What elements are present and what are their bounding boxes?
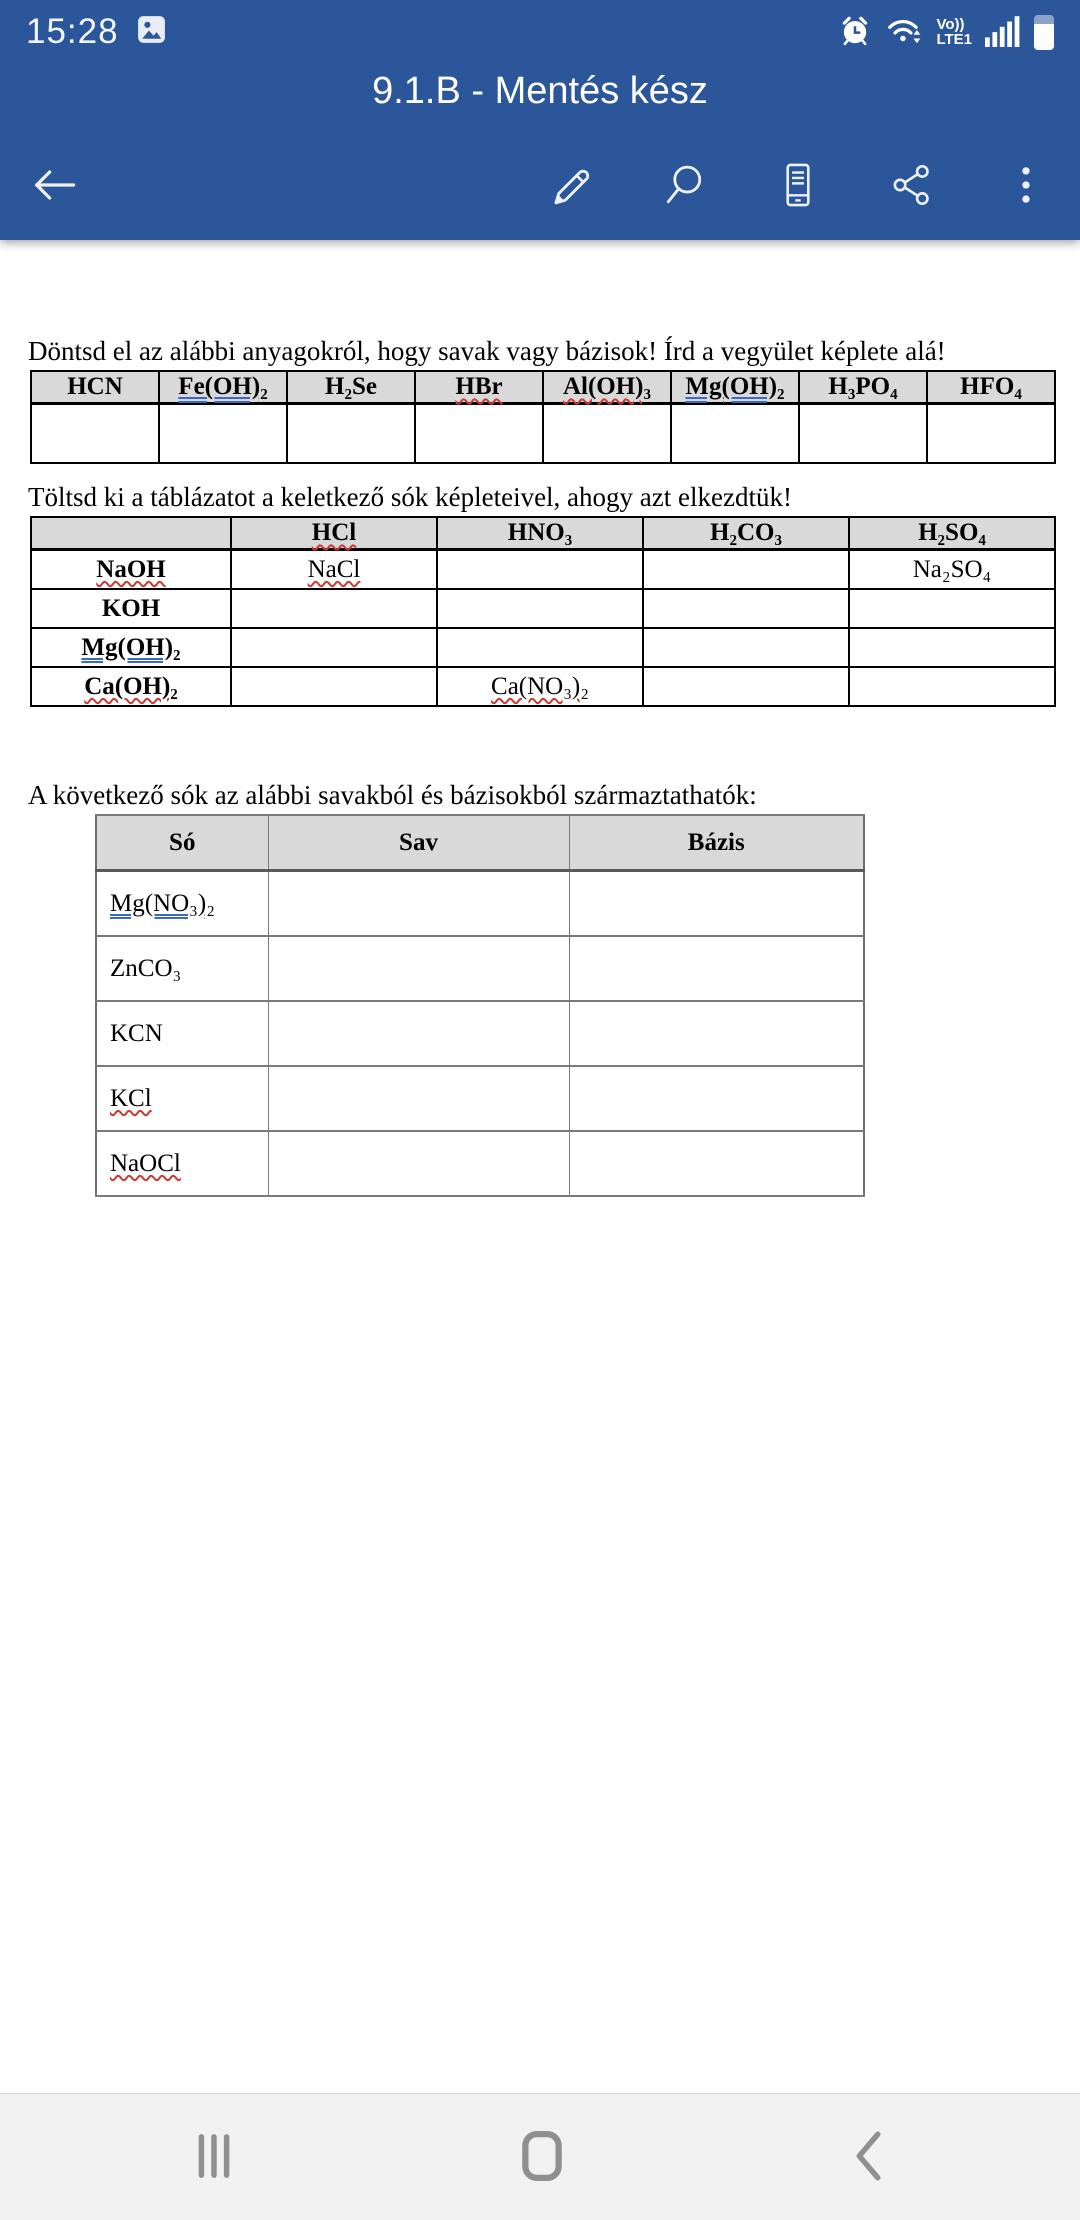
- table-cell-empty: [569, 936, 864, 1001]
- table-cell: [231, 589, 437, 628]
- formula-text: Mg(OH)₂: [685, 373, 785, 400]
- row-header: [31, 550, 231, 590]
- formula-text: NaCl: [307, 555, 361, 583]
- table-cell: [437, 550, 643, 590]
- home-icon: [520, 2130, 564, 2185]
- formula-text: HFO₄: [960, 373, 1022, 400]
- salt-cell: [96, 871, 268, 937]
- toolbar: [0, 148, 1080, 224]
- instruction-salt-derivation: A következő sók az alábbi savakból és bázisokból származtathatók:: [28, 780, 757, 810]
- table-row: [96, 936, 864, 1001]
- instruction-salts-table: Töltsd ki a táblázatot a keletkező sók képleteivel, ahogy azt elkezdtük!: [28, 482, 792, 512]
- signal-strength-icon: [985, 13, 1021, 52]
- formula-text: Ca(OH)₂: [84, 672, 178, 700]
- table-cell: [849, 550, 1055, 590]
- table-cell: [437, 589, 643, 628]
- table-cell-empty: [569, 871, 864, 937]
- table-header-row: [96, 815, 864, 871]
- formula-text: H₂Se: [325, 373, 377, 400]
- app-bar: [0, 0, 1080, 240]
- table-cell: [849, 589, 1055, 628]
- formula-text: NaOCl: [110, 1149, 181, 1177]
- table-cell-empty: [543, 404, 671, 464]
- pencil-icon: [544, 159, 596, 214]
- share-button[interactable]: [886, 158, 938, 214]
- mobile-view-button[interactable]: [772, 158, 824, 214]
- table-cell-empty: [569, 1066, 864, 1131]
- column-header: [437, 517, 643, 550]
- formula-text: KOH: [101, 594, 161, 622]
- table-row: [31, 550, 1055, 590]
- clock: 15:28: [26, 12, 119, 51]
- recents-icon: [195, 2133, 233, 2182]
- navigation-bar: [0, 2093, 1080, 2220]
- table-cell-empty: [927, 404, 1055, 464]
- table-cell-empty: [31, 404, 159, 464]
- table-cell-empty: [287, 404, 415, 464]
- column-header: [159, 371, 287, 404]
- wifi-icon: [885, 13, 923, 52]
- table-cell-empty: [268, 1131, 569, 1196]
- column-header: [268, 815, 569, 871]
- column-header: [231, 517, 437, 550]
- mobile-view-icon: [772, 159, 824, 214]
- table-cell: [231, 550, 437, 590]
- table-cell-empty: [268, 1066, 569, 1131]
- table-cell: [849, 667, 1055, 706]
- document-title: 9.1.B - Mentés kész: [372, 70, 708, 112]
- table-cell: [643, 589, 849, 628]
- table-cell-empty: [799, 404, 927, 464]
- column-header: [287, 371, 415, 404]
- back-chevron-icon: [851, 2131, 885, 2184]
- row-header: [31, 667, 231, 706]
- table-cell-empty: [268, 936, 569, 1001]
- salt-cell: [96, 1066, 268, 1131]
- column-header: [569, 815, 864, 871]
- table-row: [31, 667, 1055, 706]
- formula-text: Ca(NO₃)₂: [491, 672, 589, 700]
- header-text: Só: [169, 828, 196, 856]
- salt-cell: [96, 1001, 268, 1066]
- table-row: [96, 1066, 864, 1131]
- table-cell-empty: [415, 404, 543, 464]
- status-bar-right: [838, 13, 1054, 52]
- formula-text: HCN: [67, 373, 123, 400]
- share-icon: [886, 159, 938, 214]
- table-row: [96, 1001, 864, 1066]
- salts-formation-table: [30, 516, 1056, 707]
- column-header: [543, 371, 671, 404]
- formula-text: HBr: [455, 373, 503, 400]
- volte-indicator: [936, 17, 972, 47]
- answer-row: [31, 404, 1055, 464]
- back-nav-button[interactable]: [851, 2131, 885, 2184]
- formula-text: H₂SO₄: [918, 519, 986, 546]
- table-cell: [643, 550, 849, 590]
- search-button[interactable]: [658, 158, 710, 214]
- table-cell-empty: [159, 404, 287, 464]
- column-header: [96, 815, 268, 871]
- table-row: [96, 1131, 864, 1196]
- status-bar-left: [26, 12, 168, 52]
- formula-text: ZnCO₃: [110, 954, 182, 982]
- table-cell-empty: [569, 1131, 864, 1196]
- overflow-menu-button[interactable]: [1000, 158, 1052, 214]
- overflow-menu-icon: [1000, 159, 1052, 214]
- back-arrow-icon: [28, 159, 80, 214]
- row-header: [31, 589, 231, 628]
- table-cell: [231, 628, 437, 667]
- table-cell-empty: [268, 1001, 569, 1066]
- formula-text: Mg(OH)₂: [81, 633, 181, 661]
- volte-text-top: Vo)): [936, 16, 965, 33]
- formula-text: H₃PO₄: [828, 373, 898, 400]
- column-header: [799, 371, 927, 404]
- table-row: [31, 589, 1055, 628]
- table-cell: [437, 667, 643, 706]
- status-bar: [0, 8, 1080, 56]
- table-row: [31, 628, 1055, 667]
- table-cell: [643, 667, 849, 706]
- corner-header-cell: [31, 517, 231, 550]
- table-cell: [437, 628, 643, 667]
- row-header: [31, 628, 231, 667]
- salt-acid-base-table: [95, 814, 865, 1197]
- table-header-row: [31, 517, 1055, 550]
- header-text: Bázis: [687, 828, 745, 856]
- table-cell: [849, 628, 1055, 667]
- column-header: [849, 517, 1055, 550]
- formula-text: H₂CO₃: [710, 519, 782, 546]
- formula-text: KCN: [110, 1019, 163, 1047]
- alarm-clock-icon: [838, 13, 872, 52]
- acids-bases-table: [30, 370, 1056, 464]
- column-header: [671, 371, 799, 404]
- formula-text: NaOH: [96, 555, 166, 583]
- battery-icon: [1034, 15, 1054, 50]
- formula-text: Al(OH)₃: [562, 373, 652, 400]
- column-header: [927, 371, 1055, 404]
- formula-text: Fe(OH)₂: [178, 373, 268, 400]
- table-cell-empty: [569, 1001, 864, 1066]
- volte-text-bottom: LTE1: [936, 31, 972, 48]
- table-cell-empty: [671, 404, 799, 464]
- column-header: [643, 517, 849, 550]
- search-icon: [658, 159, 710, 214]
- table-cell-empty: [268, 871, 569, 937]
- table-cell: [643, 628, 849, 667]
- formula-text: HCl: [311, 519, 357, 546]
- edit-button[interactable]: [544, 158, 596, 214]
- table-row: [96, 871, 864, 937]
- table-cell: [231, 667, 437, 706]
- gallery-notification-icon: [135, 13, 168, 51]
- formula-text: Na₂SO₄: [912, 555, 992, 583]
- toolbar-actions: [544, 158, 1052, 214]
- recents-button[interactable]: [195, 2133, 233, 2182]
- formula-text: HNO₃: [507, 519, 573, 546]
- document-page[interactable]: [0, 240, 1080, 2093]
- instruction-acids-bases: Döntsd el az alábbi anyagokról, hogy savak vagy bázisok! Írd a vegyület képlete alá!: [28, 336, 946, 366]
- formula-text: KCl: [110, 1084, 152, 1112]
- back-button[interactable]: [28, 158, 80, 214]
- formula-text: Mg(NO₃)₂: [110, 889, 215, 917]
- salt-cell: [96, 936, 268, 1001]
- table-header-row: [31, 371, 1055, 404]
- salt-cell: [96, 1131, 268, 1196]
- column-header: [31, 371, 159, 404]
- column-header: [415, 371, 543, 404]
- header-text: Sav: [399, 828, 438, 856]
- home-button[interactable]: [520, 2130, 564, 2185]
